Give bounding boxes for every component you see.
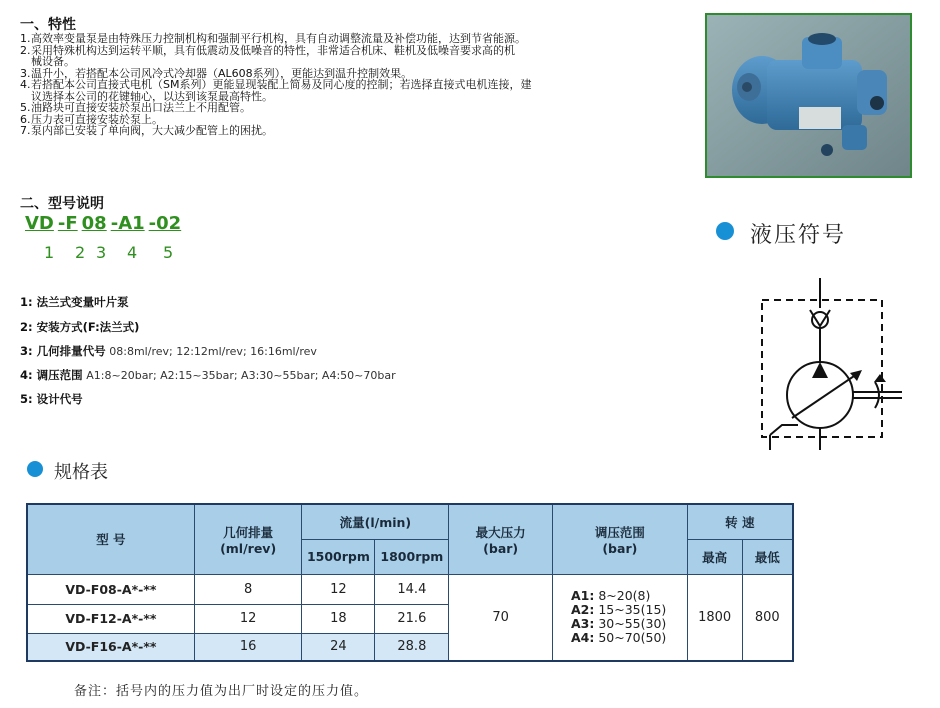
model-code-part: -F [57, 213, 78, 234]
header-max-pressure: 最大压力 (bar) [449, 504, 553, 574]
spec-note: 备注：括号内的压力值为出厂时设定的压力值。 [74, 684, 369, 699]
feature-text: 压力表可直接安装於泵上。 [31, 112, 163, 126]
header-adj-range: 调压范围 (bar) [552, 504, 687, 574]
code-number: 2 [75, 243, 86, 262]
hydraulic-symbol-diagram [740, 270, 910, 455]
feature-number: 5. [20, 101, 31, 114]
cell-displacement: 12 [194, 604, 302, 633]
header-speed: 转 速 [687, 504, 793, 539]
cell-max-pressure: 70 [449, 574, 553, 661]
model-code-part: 08 [81, 213, 107, 234]
cell-displacement: 16 [194, 633, 302, 661]
spec-title: 规格表 [54, 462, 108, 483]
cell-speed-max: 1800 [687, 574, 742, 661]
code-number: 5 [163, 243, 174, 262]
feature-text: 高效率变量泵是由特殊压力控制机构和强制平行机构，具有自动调整流量及补偿功能，达到节省能源。 [31, 32, 526, 45]
spec-table [26, 503, 794, 662]
cell-model: VD-F12-A*-** [27, 604, 194, 633]
model-desc-5: 5: 设计代号 [20, 392, 83, 406]
feature-text: 械设备。 [31, 55, 75, 68]
bullet-dot-icon [27, 461, 43, 477]
bullet-dot-icon [716, 222, 734, 240]
code-number: 4 [127, 243, 138, 262]
cell-displacement: 8 [194, 574, 302, 604]
cell-flow-1500: 18 [302, 604, 375, 633]
model-title: 二、型号说明 [20, 196, 104, 212]
header-flow-1800: 1800rpm [375, 539, 449, 574]
cell-adj-range: A1: 8~20(8) A2: 15~35(15) A3: 30~55(30) A4: 50~70(50) [552, 574, 687, 661]
hydraulic-symbol-title: 液压符号 [750, 223, 847, 248]
model-code-numbers [0, 243, 300, 263]
feature-number: 4. [20, 78, 31, 91]
feature-text: 泵内部已安装了单向阀，大大减少配管上的困扰。 [31, 124, 273, 137]
table-row [27, 574, 793, 604]
model-code-part: -A1 [110, 213, 145, 234]
feature-text: 温升小，若搭配本公司风冷式冷却器（AL608系列），更能达到温升控制效果。 [31, 66, 413, 80]
feature-number: 2. [20, 43, 31, 57]
model-code-part: -02 [148, 213, 182, 234]
header-displacement: 几何排量 (ml/rev) [194, 504, 302, 574]
product-photo [705, 13, 912, 178]
feature-text: 议选择本公司的花键轴心，以达到该泵最高特性。 [31, 89, 273, 103]
feature-item [20, 45, 580, 57]
feature-text: 油路块可直接安装於泵出口法兰上不用配管。 [31, 101, 251, 114]
code-number: 1 [44, 243, 55, 262]
code-number: 3 [96, 243, 107, 262]
header-model: 型 号 [27, 504, 194, 574]
cell-flow-1500: 24 [302, 633, 375, 661]
vane-pump-image [707, 15, 910, 176]
model-code-part: VD [25, 213, 54, 234]
feature-text: 若搭配本公司直接式电机（SM系列）更能显现装配上简易及同心度的控制；若选择直接式电机连接，建 [31, 78, 532, 91]
cell-model: VD-F08-A*-** [27, 574, 194, 604]
model-desc-3: 3: 几何排量代号 08:8ml/rev; 12:12ml/rev; 16:16ml/rev [20, 344, 317, 358]
header-flow: 流量(l/min) [302, 504, 449, 539]
cell-flow-1800: 14.4 [375, 574, 449, 604]
header-flow-1500: 1500rpm [302, 539, 375, 574]
features-list [20, 33, 580, 137]
model-desc-4: 4: 调压范围 A1:8~20bar; A2:15~35bar; A3:30~55bar; A4:50~70bar [20, 368, 396, 382]
features-title: 一、特性 [20, 17, 76, 33]
model-desc-1: 1: 法兰式变量叶片泵 [20, 295, 129, 309]
feature-item [20, 125, 580, 137]
model-code [25, 213, 185, 234]
cell-model: VD-F16-A*-** [27, 633, 194, 661]
cell-flow-1800: 21.6 [375, 604, 449, 633]
header-speed-max: 最高 [687, 539, 742, 574]
feature-number: 1. [20, 32, 31, 45]
feature-number: 7. [20, 124, 31, 137]
feature-text: 采用特殊机构达到运转平顺，具有低震动及低噪音的特性，非常适合机床、鞋机及低噪音要求高的机 [31, 43, 515, 57]
feature-number: 3. [20, 66, 31, 80]
cell-flow-1800: 28.8 [375, 633, 449, 661]
model-desc-2: 2: 安装方式(F:法兰式) [20, 320, 140, 334]
feature-number: 6. [20, 112, 31, 126]
header-speed-min: 最低 [742, 539, 793, 574]
cell-flow-1500: 12 [302, 574, 375, 604]
cell-speed-min: 800 [742, 574, 793, 661]
